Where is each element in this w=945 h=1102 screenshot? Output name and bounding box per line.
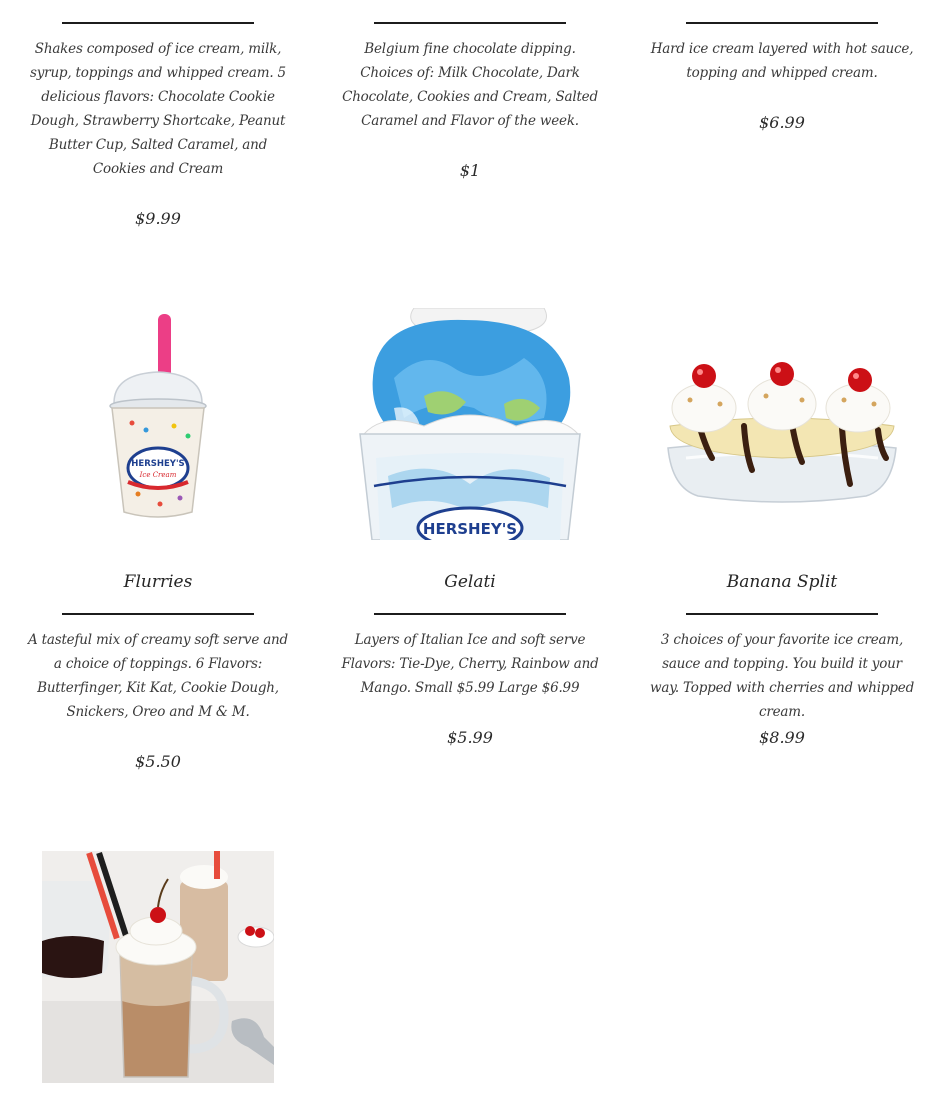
title-divider [374, 613, 566, 615]
gelati-photo[interactable] [354, 308, 586, 540]
gelati-cup-image [354, 308, 586, 540]
item-price: $9.99 [135, 209, 181, 228]
item-price: $5.99 [447, 728, 493, 747]
title-divider [686, 22, 878, 24]
gelati-brand-text: HERSHEY'S [422, 520, 518, 538]
item-title: Banana Split [726, 572, 838, 592]
item-price: $5.50 [135, 752, 181, 771]
item-description: Belgium fine chocolate dipping. Choices of: Milk Chocolate, Dark Chocolate, Cookies and Cream, Salted Caramel and Flavor of the week. [342, 41, 598, 129]
item-description: A tasteful mix of creamy soft serve and a choice of toppings. 6 Flavors: Butterfinger, Kit Kat, Cookie Dough, Snickers, Oreo and M & M. [28, 632, 288, 720]
flurries-photo[interactable] [42, 308, 274, 540]
item-price: $1 [459, 161, 481, 180]
item-description: Layers of Italian Ice and soft serve Flavors: Tie-Dye, Cherry, Rainbow and Mango. Small $5.99 Large $6.99 [341, 632, 599, 696]
item-price: $8.99 [759, 728, 805, 747]
item-price: $6.99 [759, 113, 805, 132]
item-description: Shakes composed of ice cream, milk, syrup, toppings and whipped cream. 5 delicious flavors: Chocolate Cookie Dough, Strawberry Shortcake, Peanut Butter Cup, Salted Caramel, and Cookies and Cream [30, 41, 286, 177]
banana-split-photo[interactable] [666, 308, 898, 540]
banana-split-image [666, 308, 898, 540]
item-title: Gelati [444, 572, 496, 592]
title-divider [686, 613, 878, 615]
title-divider [374, 22, 566, 24]
item-description: 3 choices of your favorite ice cream, sauce and topping. You build it your way. Topped with cherries and whipped cream. [649, 632, 915, 720]
title-divider [62, 22, 254, 24]
item-description: Hard ice cream layered with hot sauce, topping and whipped cream. [650, 41, 914, 81]
float-photo[interactable] [42, 851, 274, 1083]
flurries-cup-image [42, 308, 274, 540]
item-title: Flurries [123, 572, 193, 592]
flurries-brand-sub: Ice Cream [139, 471, 177, 479]
coffee-float-image [42, 851, 274, 1083]
title-divider [62, 613, 254, 615]
flurries-brand-text: HERSHEY'S [131, 459, 185, 469]
